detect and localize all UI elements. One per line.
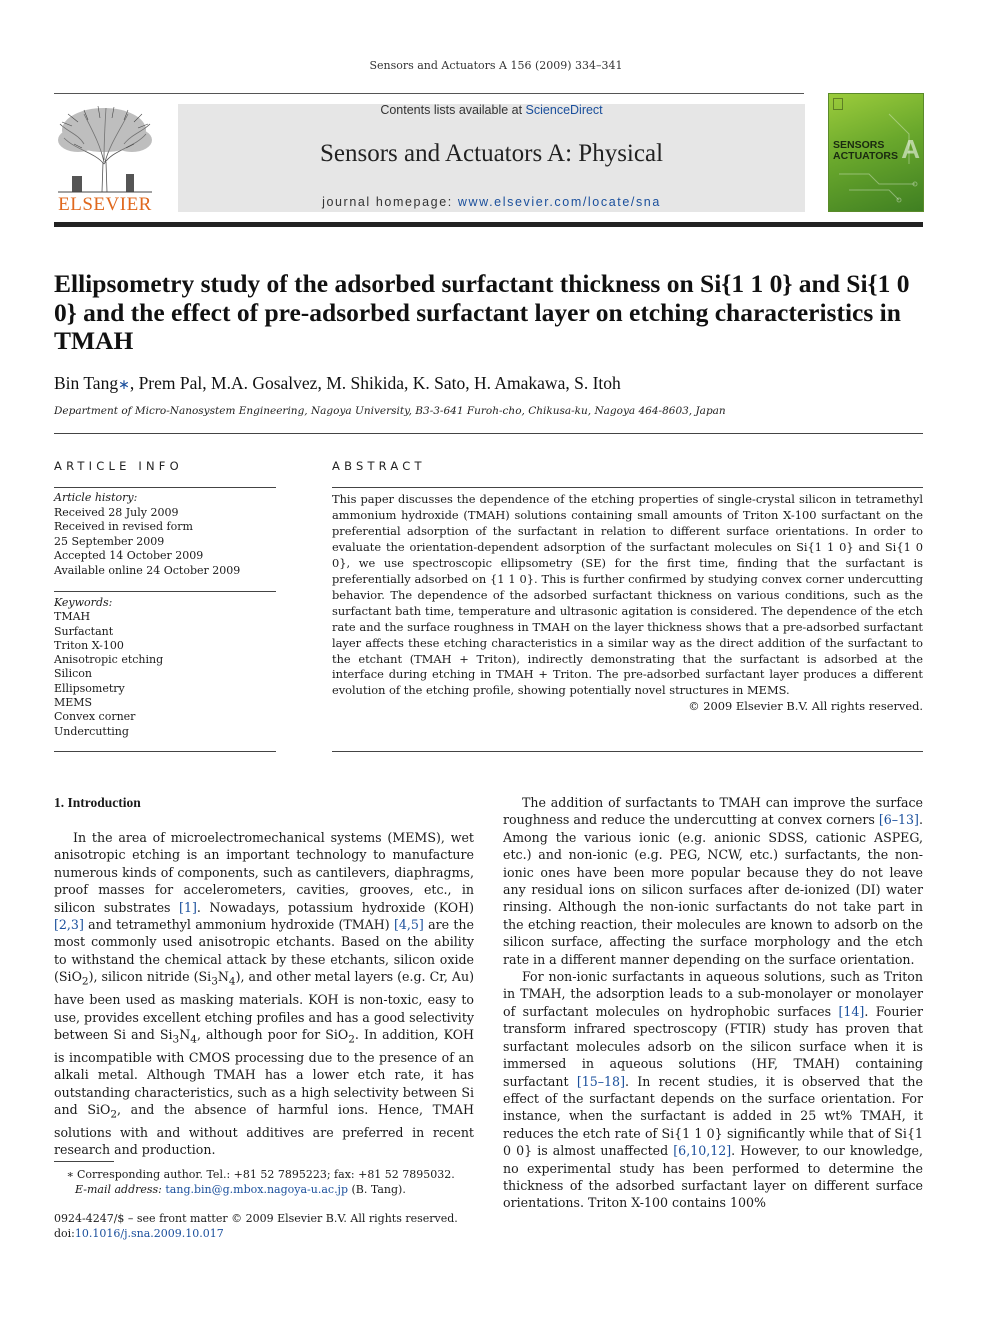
header-thick-rule: [54, 222, 923, 227]
divider: [54, 751, 276, 752]
citation-link[interactable]: [1]: [179, 899, 197, 915]
corresponding-author-footnote: [54, 1167, 474, 1197]
history-label: Article history:: [54, 491, 138, 504]
abstract-heading: ABSTRACT: [332, 459, 426, 473]
running-head: Sensors and Actuators A 156 (2009) 334–341: [369, 59, 623, 72]
corresponding-contact: Corresponding author. Tel.: +81 52 7895223; fax: +81 52 7895032.: [77, 1168, 455, 1181]
keyword: Anisotropic etching: [54, 653, 164, 667]
cover-letter: A: [901, 134, 920, 164]
history-item: 25 September 2009: [54, 534, 165, 548]
keyword: Surfactant: [54, 624, 114, 638]
divider: [54, 487, 276, 488]
homepage-prefix: journal homepage:: [322, 195, 458, 209]
divider: [54, 591, 276, 592]
email-link[interactable]: tang.bin@g.mbox.nagoya-u.ac.jp: [165, 1183, 349, 1196]
history-item: Received in revised form: [54, 520, 193, 533]
front-matter: [54, 1211, 474, 1241]
keyword: TMAH: [54, 610, 91, 624]
affiliation: Department of Micro-Nanosystem Engineering, Nagoya University, B3-3-641 Furoh-cho, Chikusa-ku, Nagoya 464-8603, Japan: [54, 405, 726, 417]
history-item: Received 28 July 2009: [54, 505, 179, 519]
cover-title-line2: ACTUATORS: [833, 150, 898, 162]
keyword: Undercutting: [54, 724, 129, 738]
paragraph: The addition of surfactants to TMAH can improve the surface roughness and reduce the undercutting at convex corners [6–13]. Among the various ionic (e.g. anionic SDSS, cationic ASPEG, etc.) and non-ionic (e.g. PEG, NCW, etc.) surfactants, the non-ionic ones have been more popular because they do not leave any residual ions on silicon surfaces after de-ionized (DI) water rinsing. Although the non-ionic surfactants do not take part in the etching reaction, their molecules are known to adsorb on the silicon surface, affecting the surface morphology and the etch rate in a different manner depending on the surface orientation.: [503, 795, 923, 967]
citation-link[interactable]: [14]: [838, 1003, 865, 1019]
cover-title-line1: SENSORS: [833, 139, 885, 151]
abstract-copyright: © 2009 Elsevier B.V. All rights reserved.: [688, 699, 923, 713]
journal-homepage: [178, 195, 805, 209]
keyword: Silicon: [54, 667, 92, 681]
journal-name: Sensors and Actuators A: Physical: [319, 140, 664, 167]
article-info-heading: ARTICLE INFO: [54, 459, 183, 473]
history-item: Accepted 14 October 2009: [54, 549, 204, 562]
keyword: MEMS: [54, 696, 93, 710]
citation-link[interactable]: [6–13]: [878, 812, 919, 828]
corresponding-author-mark[interactable]: ∗: [118, 378, 130, 393]
elsevier-logo[interactable]: [54, 104, 156, 216]
keywords-label: Keywords:: [54, 596, 113, 609]
keyword: Triton X-100: [54, 638, 124, 652]
journal-cover-thumbnail[interactable]: [828, 93, 924, 212]
body-column-left: [54, 829, 474, 1159]
article-history: [54, 491, 276, 578]
doi-prefix: doi:: [54, 1227, 75, 1240]
citation-link[interactable]: [4,5]: [393, 917, 424, 933]
divider: [332, 751, 923, 752]
paragraph: For non-ionic surfactants in aqueous solutions, such as Triton in TMAH, the adsorption leads to a sub-monolayer or monolayer of surfactant molecules on hydrophobic surfaces [14]. Fourier transform infrared spectroscopy (FTIR) study has proven that surfactant molecules adsorb on the silicon surface when it is immersed in aqueous solutions (HF, TMAH) containing surfactant [15–18]. In recent studies, it is observed that the effect of the surfactant depends on the surface orientation. For instance, when the surfactant is added in 25 wt% TMAH, it reduces the etch rate of Si{1 1 0} significantly while that of Si{1 0 0} is almost unaffected [6,10,12]. However, to our knowledge, no experimental study has been performed to determine the thickness of the adsorbed surfactant layer on different surface orientations. Triton X-100 contains 100%: [503, 969, 924, 1211]
contents-line: [178, 103, 805, 117]
top-rule: [54, 93, 804, 94]
footnote-rule: [54, 1161, 114, 1162]
other-authors: , Prem Pal, M.A. Gosalvez, M. Shikida, K. Sato, H. Amakawa, S. Itoh: [129, 373, 621, 393]
article-title: Ellipsometry study of the adsorbed surfactant thickness on Si{1 1 0} and Si{1 0 0} and the effect of pre-adsorbed surfactant layer on etching characteristics in TMAH: [54, 269, 910, 355]
author-list: [54, 373, 923, 394]
history-item: Available online 24 October 2009: [54, 563, 241, 577]
keywords: [54, 596, 276, 739]
abstract-text: This paper discusses the dependence of the etching properties of single-crystal silicon in tetramethyl ammonium hydroxide (TMAH) solutions containing small amounts of Triton X-100 surfactant on the preferential adsorption of the surfactant in relation to different surface orientations. In order to evaluate the orientation-dependent adsorption of the surfactant molecules on Si{1 1 0} and Si{1 0 0}, we use spectroscopic ellipsometry (SE) for the first time, finding that the surfactant is preferentially adsorbed on {1 1 0}. This is further confirmed by studying convex corner undercutting behavior. The dependence of the adsorbed surfactant thickness on various conditions, such as the surfactant bath time, temperature and ultrasonic agitation is considered. The dependence of the etch rate and the surface roughness in TMAH on the layer thickness shows that a pre-adsorbed surfactant layer affects these etching characteristics in a similar way as the direct addition of the surfactant to the etchant (TMAH + Triton), indirectly demonstrating that the surfactant is adsorbed at the interface during etching in TMAH + Triton. The pre-adsorbed surfactant layer produces a different evolution of the etching profile, showing potentially novel structures in MEMS.: [332, 492, 923, 698]
citation-link[interactable]: [15–18]: [576, 1073, 625, 1089]
email-label: E-mail address:: [75, 1183, 162, 1196]
keyword: Convex corner: [54, 710, 136, 724]
elsevier-wordmark: ELSEVIER: [58, 194, 152, 215]
first-author: Bin Tang: [54, 373, 119, 393]
homepage-link[interactable]: www.elsevier.com/locate/sna: [457, 195, 661, 209]
contents-prefix: Contents lists available at: [380, 103, 526, 117]
keyword: Ellipsometry: [54, 681, 125, 695]
divider: [332, 487, 923, 488]
divider: [54, 433, 923, 434]
issn-line: 0924-4247/$ – see front matter © 2009 Elsevier B.V. All rights reserved.: [54, 1212, 458, 1225]
citation-link[interactable]: [2,3]: [54, 917, 84, 933]
footnote-mark: ∗: [66, 1168, 74, 1181]
elsevier-tree-icon: [54, 104, 156, 194]
paragraph: In the area of microelectromechanical systems (MEMS), wet anisotropic etching is an important technology to manufacture numerous kinds of components, such as cantilevers, diaphragms, proof masses for accelerometers, cavities, grooves, etc., in silicon substrates [1]. Nowadays, potassium hydroxide (KOH) [2,3] and tetramethyl ammonium hydroxide (TMAH) [4,5] are the most commonly used anisotropic etchants. Based on the ability to withstand the chemical attack by these etchants, silicon oxide (SiO$_2$), silicon nitride $(Si_3N_4)$, and other metal layers (e.g. Cr, Au) have been used as masking materials. KOH is non-toxic, easy to use, provides excellent etching profiles and has a good selectivity between Si and $Si_3N_4$, although poor for SiO$_2$. In addition, KOH is incompatible with CMOS processing due to the presence of an alkali metal. Although TMAH has a lower etch rate, it has outstanding characteristics, such as a high selectivity between Si and SiO$_2$, and the absence of harmful ions. Hence, TMAH solutions with and without additives are preferred in recent research and production.: [54, 830, 475, 1158]
citation-link[interactable]: [6,10,12]: [673, 1143, 732, 1159]
cover-circuit-icon: [829, 94, 924, 212]
sciencedirect-link[interactable]: ScienceDirect: [525, 103, 603, 117]
doi-link[interactable]: 10.1016/j.sna.2009.10.017: [74, 1227, 224, 1240]
email-suffix: (B. Tang).: [348, 1183, 406, 1196]
body-column-right: [503, 794, 923, 1212]
section-heading-introduction: 1. Introduction: [54, 795, 141, 810]
